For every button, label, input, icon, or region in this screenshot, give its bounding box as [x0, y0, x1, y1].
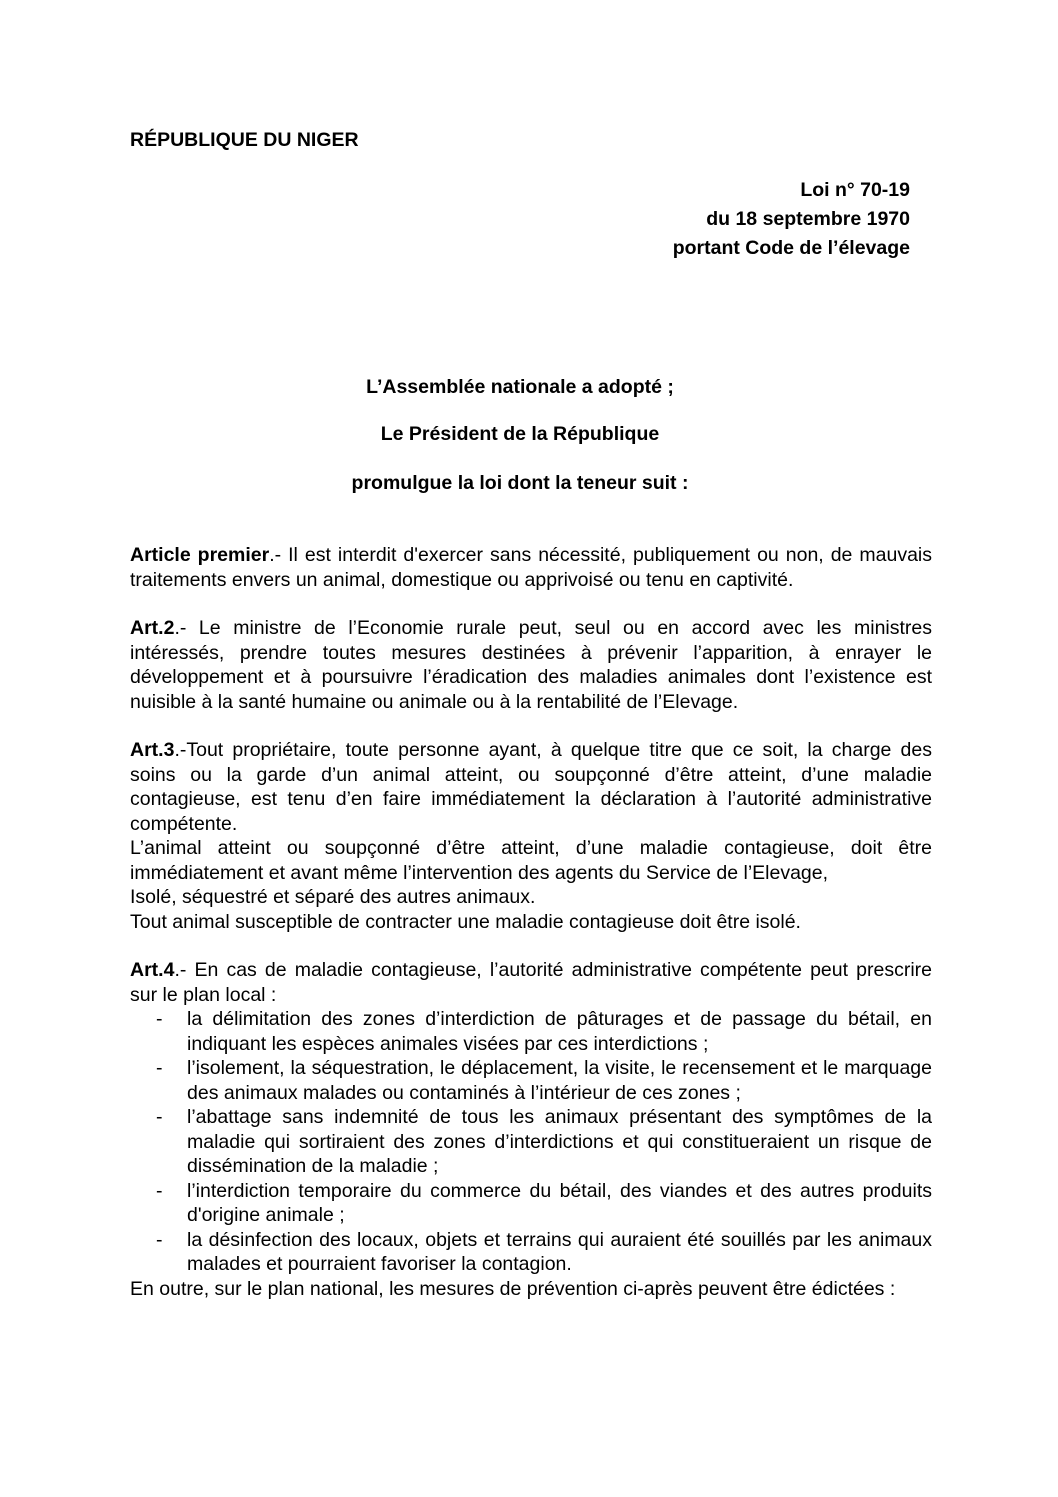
- article-2: [130, 616, 932, 714]
- list-bullet: -: [156, 1228, 163, 1251]
- list-bullet: -: [156, 1179, 163, 1202]
- article-4-measures-list: [130, 1007, 932, 1277]
- law-body: [130, 543, 932, 1325]
- list-item-text: l’abattage sans indemnité de tous les animaux présentant des symptômes de la maladie qui sortiraient des zones d’interdictions et qui constitueraient un risque de dissémination de la maladie ;: [187, 1106, 932, 1177]
- list-bullet: -: [156, 1057, 163, 1079]
- article-1: [130, 543, 932, 592]
- list-item-text: la délimitation des zones d’interdiction de pâturages et de passage du bétail, en indiquant les espèces animales visées par ces interdictions ;: [187, 1008, 932, 1055]
- list-item: [130, 1056, 932, 1105]
- law-subject: portant Code de l’élevage: [672, 237, 910, 259]
- list-item: [130, 1228, 932, 1277]
- article-3-text: .-Tout propriétaire, toute personne ayant, à quelque titre que ce soit, la charge des soins ou la garde d’un animal atteint, ou soupçonné d’être atteint, d’une maladie contagieuse, est tenu d’en faire immédiatement la déclaration à l’autorité administrative compétente.: [130, 739, 932, 835]
- article-3-paragraph-3: Isolé, séquestré et séparé des autres animaux.: [130, 886, 536, 908]
- preamble-line-2: Le Président de la République: [380, 423, 660, 445]
- article-3-label: Art.3: [130, 739, 175, 761]
- list-item: [130, 1105, 932, 1179]
- law-date: du 18 septembre 1970: [706, 208, 910, 230]
- article-3-paragraph-4: Tout animal susceptible de contracter une maladie contagieuse doit être isolé.: [130, 910, 801, 933]
- list-item: [130, 1179, 932, 1228]
- law-header: [673, 176, 910, 263]
- article-4: [130, 958, 932, 1301]
- article-2-paragraph: [130, 616, 932, 714]
- list-item-text: l’isolement, la séquestration, le déplacement, la visite, le recensement et le marquage des animaux malades ou contaminés à l’intérieur de ces zones ;: [187, 1057, 932, 1104]
- article-2-label: Art.2: [130, 617, 175, 639]
- article-1-text: .- Il est interdit d'exercer sans nécessité, publiquement ou non, de mauvais traitements envers un animal, domestique ou apprivoisé ou tenu en captivité.: [130, 544, 932, 591]
- article-4-label: Art.4: [130, 959, 175, 981]
- list-bullet: -: [156, 1008, 163, 1030]
- preamble-line-3: promulgue la loi dont la teneur suit :: [351, 472, 689, 494]
- list-bullet: -: [156, 1106, 163, 1128]
- preamble-line-1: L’Assemblée nationale a adopté ;: [366, 376, 674, 398]
- list-item: [130, 1007, 932, 1056]
- list-item-text: l’interdiction temporaire du commerce du bétail, des viandes et des autres produits d'origine animale ;: [187, 1179, 932, 1226]
- article-3: [130, 738, 932, 934]
- article-4-paragraph: [130, 958, 932, 1007]
- law-number: Loi n° 70-19: [800, 179, 910, 201]
- article-2-text: .- Le ministre de l’Economie rurale peut, seul ou en accord avec les ministres intéressés, prendre toutes mesures destinées à prévenir l’apparition, à enrayer le développement et à poursuivre l’éradication des maladies animales dont l’existence est nuisible à la santé humaine ou animale ou à la rentabilité de l’Elevage.: [130, 617, 932, 713]
- article-1-label: Article premier: [130, 544, 270, 566]
- article-4-closing: En outre, sur le plan national, les mesures de prévention ci-après peuvent être édictées :: [130, 1277, 896, 1300]
- article-4-text: .- En cas de maladie contagieuse, l’autorité administrative compétente peut prescrire sur le plan local :: [130, 959, 932, 1006]
- country-heading: RÉPUBLIQUE DU NIGER: [130, 129, 359, 151]
- list-item-text: la désinfection des locaux, objets et terrains qui auraient été souillés par les animaux malades et pourraient favoriser la contagion.: [187, 1228, 932, 1275]
- article-3-paragraph-1: [130, 738, 932, 836]
- article-1-paragraph: [130, 543, 932, 592]
- article-3-paragraph-2: L’animal atteint ou soupçonné d’être atteint, d’une maladie contagieuse, doit être immédiatement et avant même l’intervention des agents du Service de l’Elevage,: [130, 837, 932, 884]
